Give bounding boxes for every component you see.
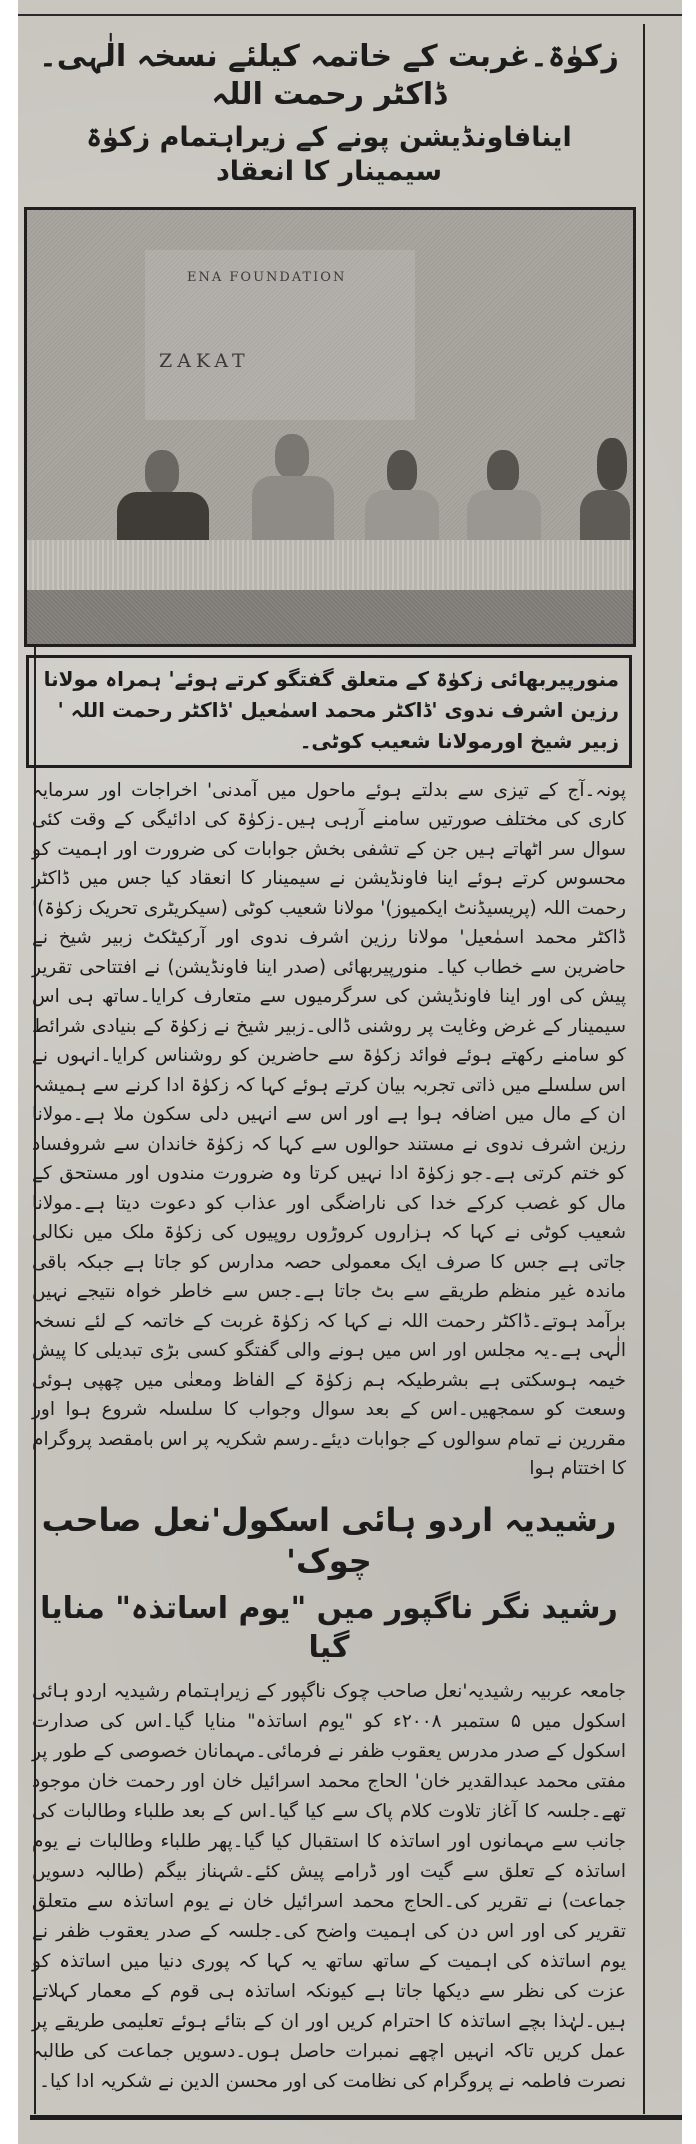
story2-body xyxy=(32,1677,626,2097)
photo-table-cloth xyxy=(27,540,633,590)
photo-banner-title: ZAKAT xyxy=(159,349,250,372)
photo-person-body xyxy=(365,490,439,542)
story2-headline-line2: رشید نگر ناگپور میں "یوم اساتذہ" منایا گیا xyxy=(40,1590,618,1665)
photo-person-head xyxy=(145,450,179,494)
story1-body xyxy=(32,776,626,1484)
photo-person-head xyxy=(387,450,417,492)
photo-person-body xyxy=(252,476,334,542)
seminar-photo xyxy=(24,207,636,647)
story2-headline-line1: رشیدیہ اردو ہائی اسکول'نعل صاحب چوک' xyxy=(41,1500,617,1581)
photo-caption: منورپیربھائی زکوٰۃ کے متعلق گفتگو کرتے ہوئے' ہمراہ مولانا رزین اشرف ندوی 'ڈاکٹر محمد اسمٰعیل 'ڈاکٹر رحمت اللہ ' زبیر شیخ اورمولانا شعیب کوٹی۔ xyxy=(26,655,632,768)
photo-person-head xyxy=(597,438,627,490)
photo-person-body xyxy=(117,492,209,542)
top-rule xyxy=(18,14,682,16)
story1-headline-line1: زکوٰۃ۔غربت کے خاتمہ کیلئے نسخہ الٰہی۔ڈاکٹر رحمت اللہ xyxy=(39,39,619,112)
story1-body-text: پونہ۔آج کے تیزی سے بدلتے ہوئے ماحول میں آمدنی' اخراجات اور سرمایہ کاری کی مختلف صورتیں سامنے آرہی ہیں۔زکوٰۃ کی ادائیگی کے وقت کئی سوال سر اٹھاتے ہیں جن کے تشفی بخش جوابات کی ضرورت اور اہمیت کو محسوس کرتے ہوئے اینا فاونڈیشن نے سیمینار کا انعقاد کیا جس میں ڈاکٹر رحمت اللہ (پریسیڈنٹ ایکمیوز)' مولانا شعیب کوٹی (سیکریٹری تحریک زکوٰۃ)' ڈاکٹر محمد اسمٰعیل' مولانا رزین اشرف ندوی اور آرکیٹکٹ زبیر شیخ نے حاضرین سے خطاب کیا۔ منورپیربھائی (صدر اینا فاونڈیشن) نے افتتاحی تقریر پیش کی اور اینا فاونڈیشن کی سرگرمیوں سے متعارف کرایا۔ساتھ ہی اس سیمینار کے غرض وغایت پر روشنی ڈالی۔زبیر شیخ نے زکوٰۃ کے بنیادی شرائط کو سامنے رکھتے ہوئے فوائد زکوٰۃ سے حاضرین کو روشناس کرایا۔انہوں نے اس سلسلے میں ذاتی تجربہ بیان کرتے ہوئے کہا کہ زکوٰۃ ادا کرنے سے ہمیشہ ان کے مال میں اضافہ ہوا ہے اور اس سے انہیں دلی سکون ملا ہے۔مولانا رزین اشرف ندوی نے مستند حوالوں سے کہا کہ زکوٰۃ خاندان سے شروفساد کو ختم کرتی ہے۔جو زکوٰۃ ادا نہیں کرتا وہ ضرورت مندوں اور مستحق کے مال کو غصب کرکے خدا کی ناراضگی اور عذاب کو دعوت دیتا ہے۔مولانا شعیب کوٹی نے کہا کہ ہزاروں کروڑوں روپیوں کی زکوٰۃ ملک میں نکالی جاتی ہے جس کا صرف ایک معمولی حصہ مدارس کو جاتا ہے جبکہ باقی ماندہ غیر منظم طریقے سے بٹ جاتا ہے۔جس سے خاطر خواہ نتیجے نہیں برآمد ہوتے۔ڈاکٹر رحمت اللہ نے کہا کہ زکوٰۃ غربت کے خاتمہ کے لئے نسخہ الٰہی ہے۔یہ مجلس اور اس میں ہونے والی گفتگو کسی بڑی تبدیلی کا پیش خیمہ ہوسکتی ہے بشرطیکہ ہم زکوٰۃ کے الفاظ ومعنٰی میں چھپی ہوئی وسعت کو سمجھیں۔اس کے بعد سوال وجواب کا سلسلہ شروع ہوا اور مقررین نے تمام سوالوں کے جوابات دیئے۔رسم شکریہ پر اس بامقصد پروگرام کا اختتام ہوا xyxy=(32,779,626,1479)
photo-person-body xyxy=(580,490,630,542)
photo-person-head xyxy=(487,450,519,492)
story2-body-text: جامعہ عربیہ رشیدیہ'نعل صاحب چوک ناگپور کے زیراہتمام رشیدیہ اردو ہائی اسکول میں ۵ ستمبر ۲۰۰۸ء کو "یوم اساتذہ" منایا گیا۔اس کی صدارت اسکول کے صدر مدرس یعقوب ظفر نے فرمائی۔مہمانان خصوصی کے طور پر مفتی محمد عبدالقدیر خان' الحاج محمد اسرائیل خان اور رحمت خان موجود تھے۔جلسہ کا آغاز تلاوت کلام پاک سے کیا گیا۔اس کے بعد طلباء وطالبات کی جانب سے مہمانوں اور اساتذہ کا استقبال کیا گیا۔پھر طلباء وطالبات نے یوم اساتذہ کے تعلق سے گیت اور ڈرامے پیش کئے۔شہناز بیگم (طالبہ دسویں جماعت) نے تقریر کی۔الحاج محمد اسرائیل خان نے یوم اساتذہ سے متعلق تقریر کی اور اس دن کی اہمیت واضح کی۔جلسہ کے صدر یعقوب ظفر نے یوم اساتذہ کی اہمیت کے ساتھ ساتھ یہ کہا کہ پوری دنیا میں اساتذہ کو عزت کی نظر سے دیکھا جاتا ہے کیونکہ اساتذہ ہی قوم کے معمار کہلاتے ہیں۔لہٰذا بچے اساتذہ کا احترام کریں اور ان کے بتائے ہوئے تعلیمی طریقے پر عمل کریں تاکہ انہیں اچھے نمبرات حاصل ہوں۔دسویں جماعت کی طالبہ نصرت فاطمہ نے پروگرام کی نظامت کی اور محسن الدین نے شکریہ ادا کیا۔ xyxy=(32,1680,626,2092)
photo-banner-org: ENA FOUNDATION xyxy=(187,269,347,285)
photo-person-body xyxy=(467,490,541,542)
column-rule-right xyxy=(643,24,645,2114)
story1-headline-line2: اینافاونڈیشن پونے کے زیراہتمام زکوٰۃ سیمینار کا انعقاد xyxy=(86,122,572,187)
bottom-rule xyxy=(30,2115,682,2120)
photo-person-head xyxy=(275,434,309,478)
photo-table-front xyxy=(27,590,633,644)
newspaper-clipping xyxy=(18,0,682,2144)
